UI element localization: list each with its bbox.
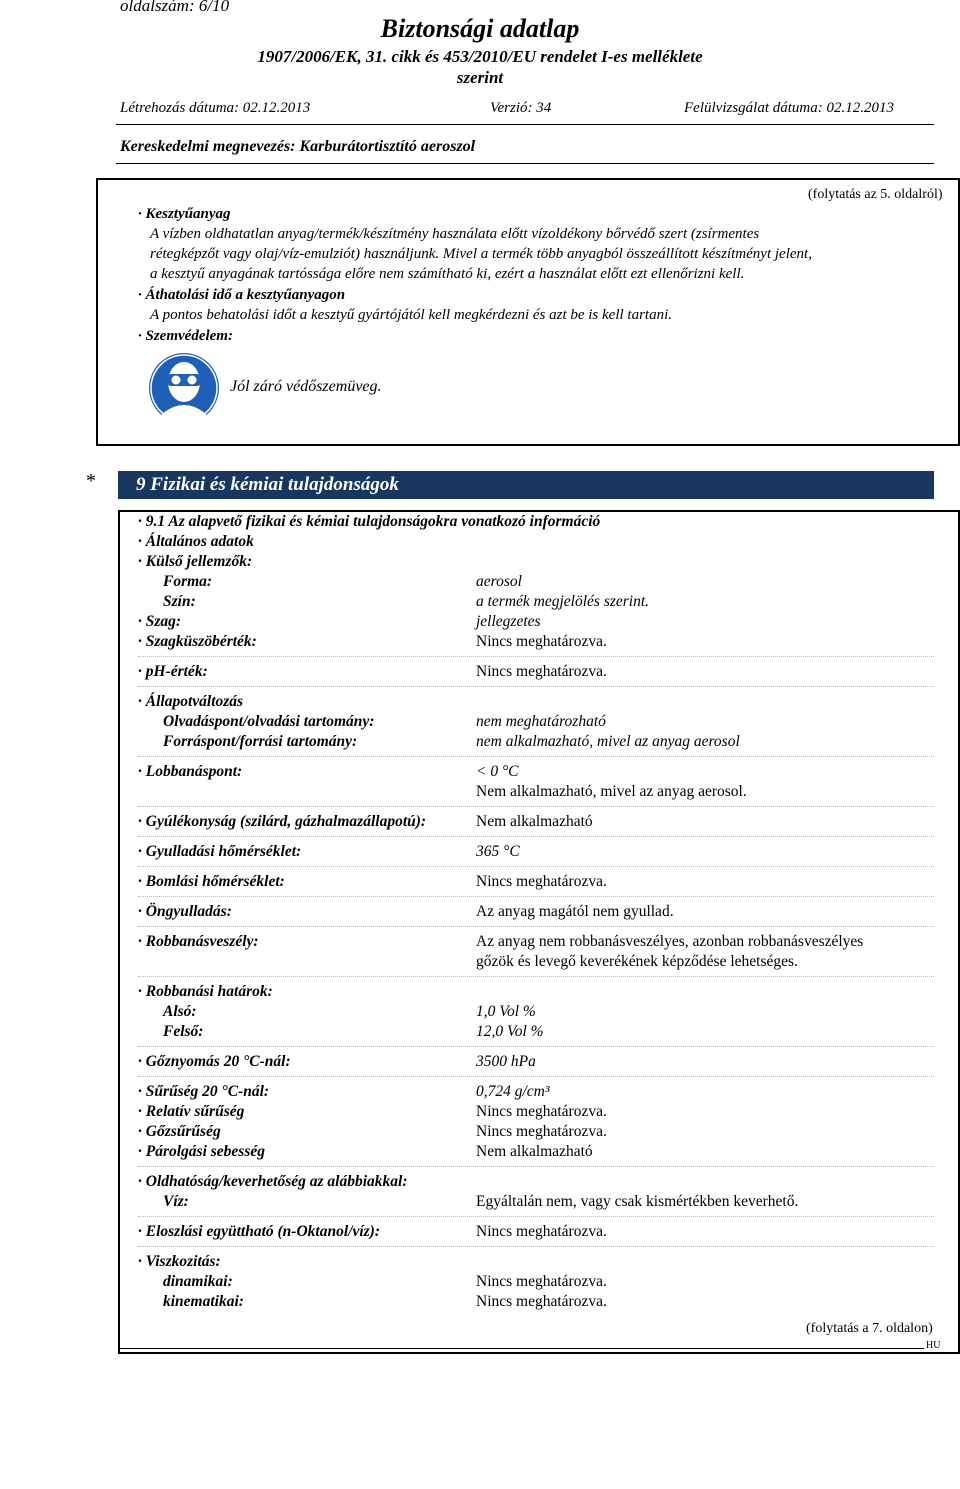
appearance-heading: · Külső jellemzők: <box>138 553 253 570</box>
divider <box>138 1246 934 1247</box>
water-label: Víz: <box>163 1193 189 1210</box>
section-9-title-bar <box>118 471 934 499</box>
divider <box>138 926 934 927</box>
divider <box>138 976 934 977</box>
ph-label: · pH-érték: <box>138 663 208 680</box>
change-marker: * <box>86 470 96 492</box>
regulation-line-2: szerint <box>456 68 504 87</box>
divider <box>138 1166 934 1167</box>
revised-date: Felülvizsgálat dátuma: 02.12.2013 <box>684 100 894 116</box>
document-title: Biztonsági adatlap <box>380 14 580 43</box>
decomposition-temp-value: Nincs meghatározva. <box>476 873 607 890</box>
relative-density-value: Nincs meghatározva. <box>476 1103 607 1120</box>
penetration-text: A pontos behatolási időt a kesztyű gyártójától kell megkérdezni és azt be is kell tartani. <box>150 307 673 323</box>
header-divider <box>116 124 934 125</box>
divider <box>138 1216 934 1217</box>
odor-threshold-label: · Szagküszöbérték: <box>138 633 257 650</box>
glove-material-line-3: a kesztyű anyagának tartóssága előre nem számítható ki, ezért a használat előtt ezt ellenőrizni kell. <box>150 266 745 282</box>
solubility-heading: · Oldhatóság/keverhetőség az alábbiakkal: <box>138 1173 408 1190</box>
created-date: Létrehozás dátuma: 02.12.2013 <box>120 100 311 116</box>
odor-label: · Szag: <box>138 613 182 630</box>
evaporation-rate-value: Nem alkalmazható <box>476 1143 593 1160</box>
flash-point-value: < 0 °C <box>476 763 519 780</box>
divider <box>138 756 934 757</box>
divider <box>138 896 934 897</box>
self-ignition-value: Az anyag magától nem gyullad. <box>476 903 674 920</box>
lower-limit-label: Alsó: <box>163 1003 197 1020</box>
partition-coefficient-label: · Eloszlási együttható (n-Oktanol/víz): <box>138 1223 380 1240</box>
glove-material-line-2: rétegképzőt vagy olaj/víz-emulziót) használjunk. Mivel a termék több anyagból összeállított készítményt jelent, <box>150 246 812 262</box>
viscosity-heading: · Viszkozitás: <box>138 1253 221 1270</box>
goggles-icon <box>148 352 220 424</box>
divider <box>138 686 934 687</box>
boiling-value: nem alkalmazható, mivel az anyag aerosol <box>476 733 740 750</box>
page-number: oldalszám: 6/10 <box>120 0 230 15</box>
flammability-value: Nem alkalmazható <box>476 813 593 830</box>
boiling-label: Forráspont/forrási tartomány: <box>163 733 358 750</box>
odor-value: jellegzetes <box>476 613 541 630</box>
melting-value: nem meghatározható <box>476 713 606 730</box>
self-ignition-label: · Öngyulladás: <box>138 903 232 920</box>
vapour-pressure-value: 3500 hPa <box>476 1053 536 1070</box>
ignition-temp-label: · Gyulladási hőmérséklet: <box>138 843 302 860</box>
explosion-limits-heading: · Robbanási határok: <box>138 983 273 1000</box>
regulation-line: 1907/2006/EK, 31. cikk és 453/2010/EU rendelet I-es melléklete <box>257 47 703 66</box>
divider <box>138 836 934 837</box>
melting-label: Olvadáspont/olvadási tartomány: <box>163 713 375 730</box>
divider <box>138 1076 934 1077</box>
partition-coefficient-value: Nincs meghatározva. <box>476 1223 607 1240</box>
dynamic-viscosity-label: dinamikai: <box>163 1273 233 1290</box>
upper-limit-value: 12,0 Vol % <box>476 1023 544 1040</box>
color-label: Szín: <box>163 593 196 610</box>
eye-protection-heading: · Szemvédelem: <box>138 328 233 344</box>
trade-name: Kereskedelmi megnevezés: Karburátortisztító aeroszol <box>120 138 476 155</box>
subsection-9-1-title: · 9.1 Az alapvető fizikai és kémiai tulajdonságokra vonatkozó információ <box>138 513 601 530</box>
state-change-heading: · Állapotváltozás <box>138 693 244 710</box>
relative-density-label: · Relatív sűrűség <box>138 1103 245 1120</box>
lower-limit-value: 1,0 Vol % <box>476 1003 536 1020</box>
penetration-heading: · Áthatolási idő a kesztyűanyagon <box>138 287 346 303</box>
divider <box>138 806 934 807</box>
flash-point-note: Nem alkalmazható, mivel az anyag aerosol. <box>476 783 747 800</box>
form-value: aerosol <box>476 573 522 590</box>
version: Verzió: 34 <box>490 100 552 116</box>
kinematic-viscosity-value: Nincs meghatározva. <box>476 1293 607 1310</box>
water-value: Egyáltalán nem, vagy csak kismértékben keverhető. <box>476 1193 799 1210</box>
divider <box>138 656 934 657</box>
upper-limit-label: Felső: <box>163 1023 204 1040</box>
divider <box>138 866 934 867</box>
divider <box>138 1046 934 1047</box>
glove-material-heading: · Kesztyűanyag <box>138 206 231 222</box>
continued-to: (folytatás a 7. oldalon) <box>806 1321 933 1336</box>
evaporation-rate-label: · Párolgási sebesség <box>138 1143 266 1160</box>
flammability-label: · Gyúlékonyság (szilárd, gázhalmazállapotú): <box>138 813 427 830</box>
header-divider-2 <box>116 163 934 164</box>
explosion-hazard-label: · Robbanásveszély: <box>138 933 259 950</box>
odor-threshold-value: Nincs meghatározva. <box>476 633 607 650</box>
explosion-hazard-value-2: gőzök és levegő keverékének képződése lehetséges. <box>476 953 798 970</box>
density-value: 0,724 g/cm³ <box>476 1083 550 1100</box>
ph-value: Nincs meghatározva. <box>476 663 607 680</box>
vapour-density-value: Nincs meghatározva. <box>476 1123 607 1140</box>
kinematic-viscosity-label: kinematikai: <box>163 1293 244 1310</box>
form-label: Forma: <box>163 573 213 590</box>
general-info-heading: · Általános adatok <box>138 533 254 550</box>
vapour-density-label: · Gőzsűrűség <box>138 1123 221 1140</box>
eye-protection-text: Jól záró védőszemüveg. <box>230 378 382 395</box>
ignition-temp-value: 365 °C <box>476 843 520 860</box>
dynamic-viscosity-value: Nincs meghatározva. <box>476 1273 607 1290</box>
vapour-pressure-label: · Gőznyomás 20 °C-nál: <box>138 1053 291 1070</box>
footer-line <box>118 1348 934 1349</box>
glove-material-line-1: A vízben oldhatatlan anyag/termék/készítmény használata előtt vízoldékony bőrvédő szert (zsírmentes <box>150 226 760 242</box>
color-value: a termék megjelölés szerint. <box>476 593 650 610</box>
explosion-hazard-value: Az anyag nem robbanásveszélyes, azonban robbanásveszélyes <box>476 933 864 950</box>
language-code: HU <box>926 1340 941 1351</box>
section-9-title: 9 Fizikai és kémiai tulajdonságok <box>136 474 399 495</box>
continued-from: (folytatás az 5. oldalról) <box>808 187 943 202</box>
density-label: · Sűrűség 20 °C-nál: <box>138 1083 270 1100</box>
flash-point-label: · Lobbanáspont: <box>138 763 243 780</box>
decomposition-temp-label: · Bomlási hőmérséklet: <box>138 873 285 890</box>
